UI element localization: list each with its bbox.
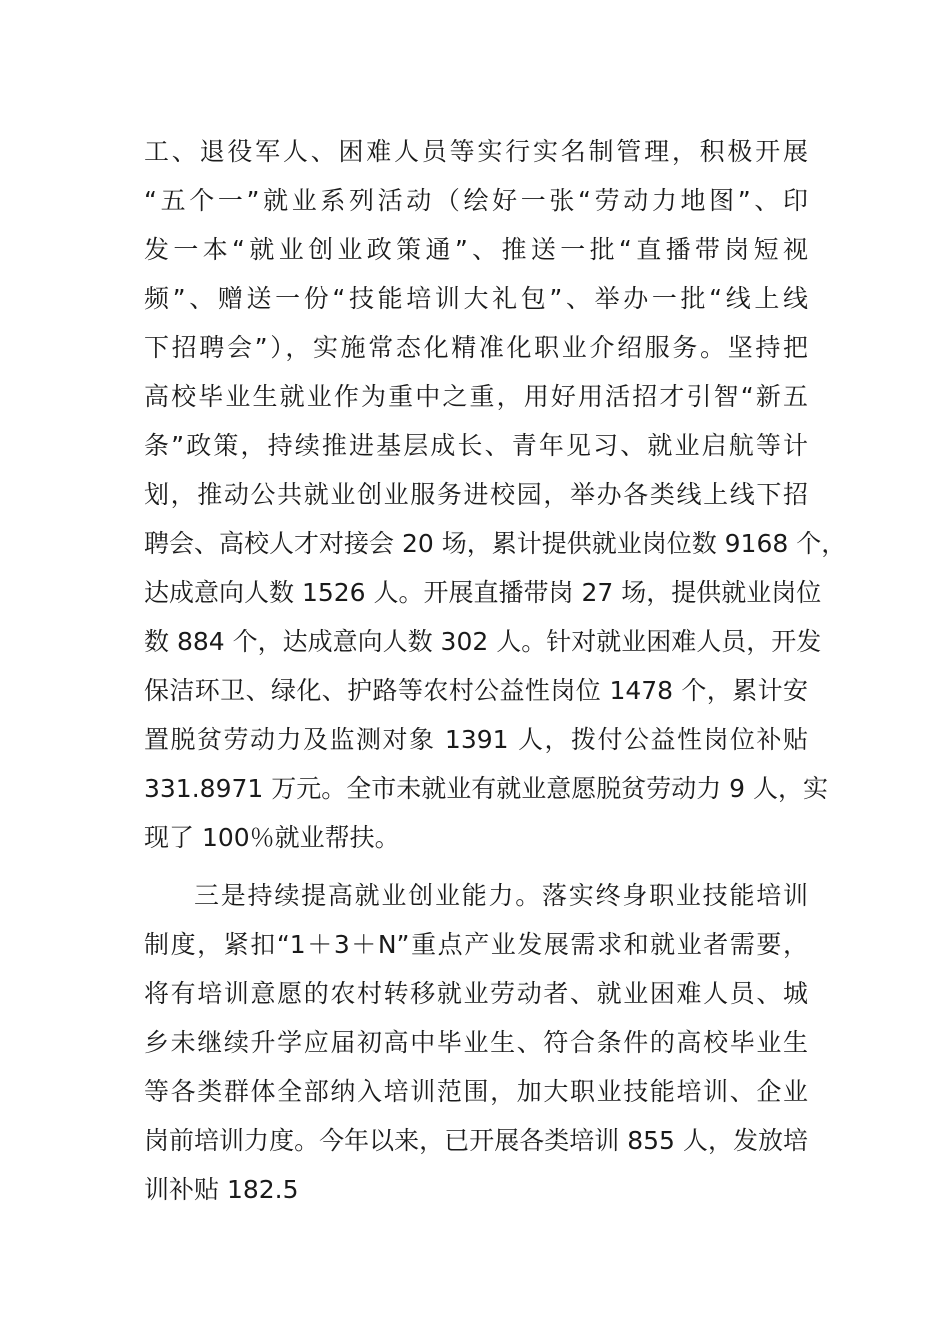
paragraph-line: 划，推动公共就业创业服务进校园，举办各类线上线下招 (144, 480, 808, 509)
paragraph-line: 制度，紧扣“1＋3＋N”重点产业发展需求和就业者需要， (144, 930, 808, 959)
paragraph-line: 置脱贫劳动力及监测对象 1391 人，拨付公益性岗位补贴 (144, 725, 808, 754)
paragraph-line: 下招聘会”），实施常态化精准化职业介绍服务。坚持把 (144, 333, 808, 362)
paragraph-line: 高校毕业生就业作为重中之重，用好用活招才引智“新五 (144, 382, 808, 411)
paragraph-line: 331.8971 万元。全市未就业有就业意愿脱贫劳动力 9 人，实 (144, 774, 829, 803)
paragraph-line: 发一本“就业创业政策通”、推送一批“直播带岗短视 (144, 235, 808, 264)
paragraph-line: 数 884 个，达成意向人数 302 人。针对就业困难人员，开发 (144, 627, 822, 656)
paragraph-line: 将有培训意愿的农村转移就业劳动者、就业困难人员、城 (144, 979, 808, 1008)
paragraph-line: 工、退役军人、困难人员等实行实名制管理，积极开展 (144, 137, 808, 166)
paragraph-line: 岗前培训力度。今年以来，已开展各类培训 855 人，发放培 (144, 1126, 808, 1155)
paragraph-line: 乡未继续升学应届初高中毕业生、符合条件的高校毕业生 (144, 1028, 808, 1057)
paragraph-line: 保洁环卫、绿化、护路等农村公益性岗位 1478 个，累计安 (144, 676, 808, 705)
paragraph-line: 等各类群体全部纳入培训范围，加大职业技能培训、企业 (144, 1077, 808, 1106)
paragraph-line: 达成意向人数 1526 人。开展直播带岗 27 场，提供就业岗位 (144, 578, 822, 607)
paragraph-line: 频”、赠送一份“技能培训大礼包”、举办一批“线上线 (144, 284, 808, 313)
paragraph-line: 三是持续提高就业创业能力。落实终身职业技能培训 (194, 881, 808, 910)
paragraph-line: 训补贴 182.5 (144, 1175, 299, 1204)
paragraph-line: “五个一”就业系列活动（绘好一张“劳动力地图”、印 (144, 186, 808, 215)
paragraph-line: 条”政策，持续推进基层成长、青年见习、就业启航等计 (144, 431, 808, 460)
paragraph-line: 现了 100％就业帮扶。 (144, 823, 400, 852)
paragraph-line: 聘会、高校人才对接会 20 场，累计提供就业岗位数 9168 个， (144, 529, 847, 558)
